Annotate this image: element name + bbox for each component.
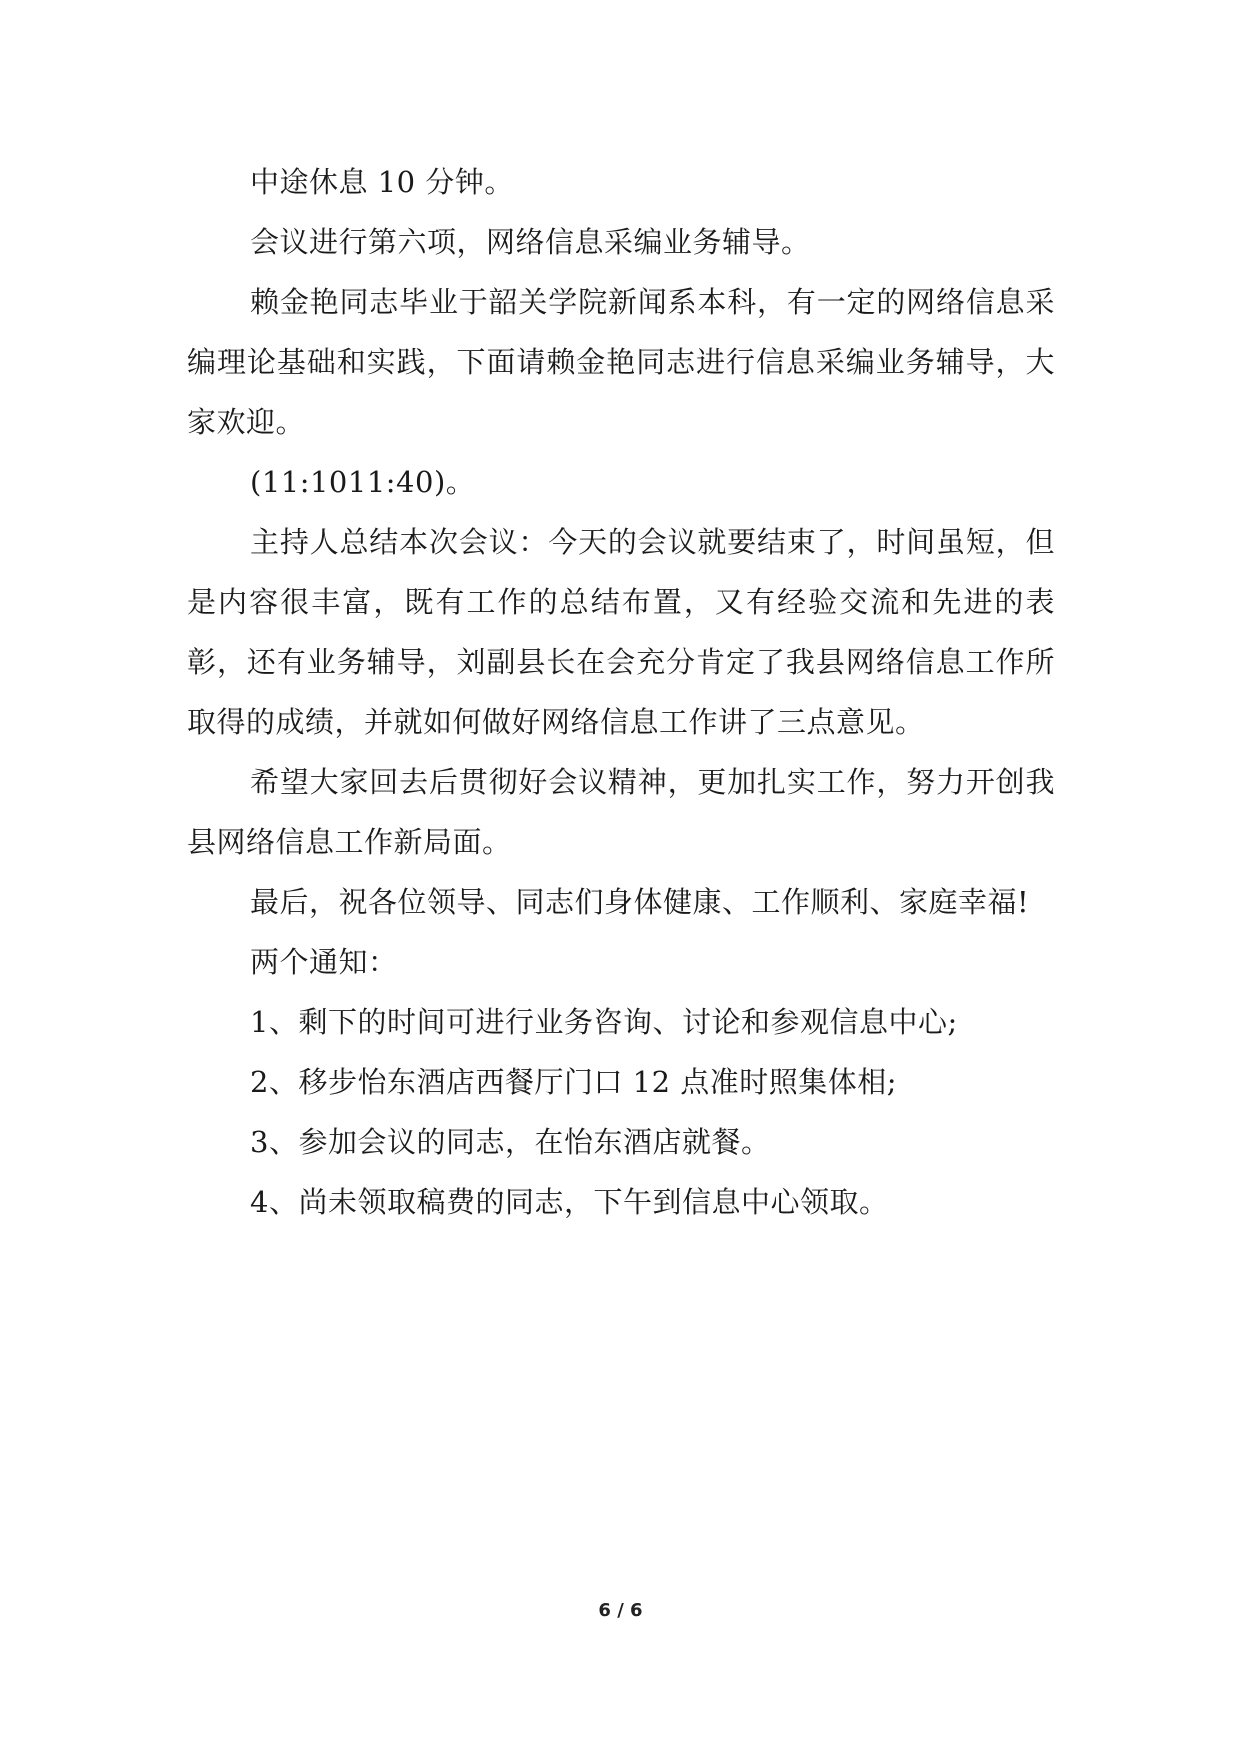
paragraph-speaker-intro: 赖金艳同志毕业于韶关学院新闻系本科，有一定的网络信息采编理论基础和实践，下面请赖金艳同志进行信息采编业务辅导，大家欢迎。 [187,285,1055,439]
paragraph-hope: 希望大家回去后贯彻好会议精神，更加扎实工作，努力开创我县网络信息工作新局面。 [187,765,1055,859]
paragraph-closing-wishes: 最后，祝各位领导、同志们身体健康、工作顺利、家庭幸福! [250,885,1030,919]
notice-item-3: 3、参加会议的同志，在怡东酒店就餐。 [250,1125,771,1159]
document-body [187,152,1055,1232]
notice-item-2: 2、移步怡东酒店西餐厅门口 12 点准时照集体相; [250,1065,898,1099]
paragraph-time-range: (11:1011:40)。 [250,465,476,499]
paragraph-notices-heading: 两个通知： [250,945,398,979]
notice-item-1: 1、剩下的时间可进行业务咨询、讨论和参观信息中心; [250,1005,958,1039]
notice-item-4: 4、尚未领取稿费的同志，下午到信息中心领取。 [250,1185,889,1219]
paragraph-agenda-item-six: 会议进行第六项，网络信息采编业务辅导。 [250,225,811,259]
page-number: 6 / 6 [598,1600,643,1621]
paragraph-host-summary: 主持人总结本次会议：今天的会议就要结束了，时间虽短，但是内容很丰富，既有工作的总结布置，又有经验交流和先进的表彰，还有业务辅导，刘副县长在会充分肯定了我县网络信息工作所取得的成绩，并就如何做好网络信息工作讲了三点意见。 [187,525,1055,739]
paragraph-break-note: 中途休息 10 分钟。 [250,165,514,199]
